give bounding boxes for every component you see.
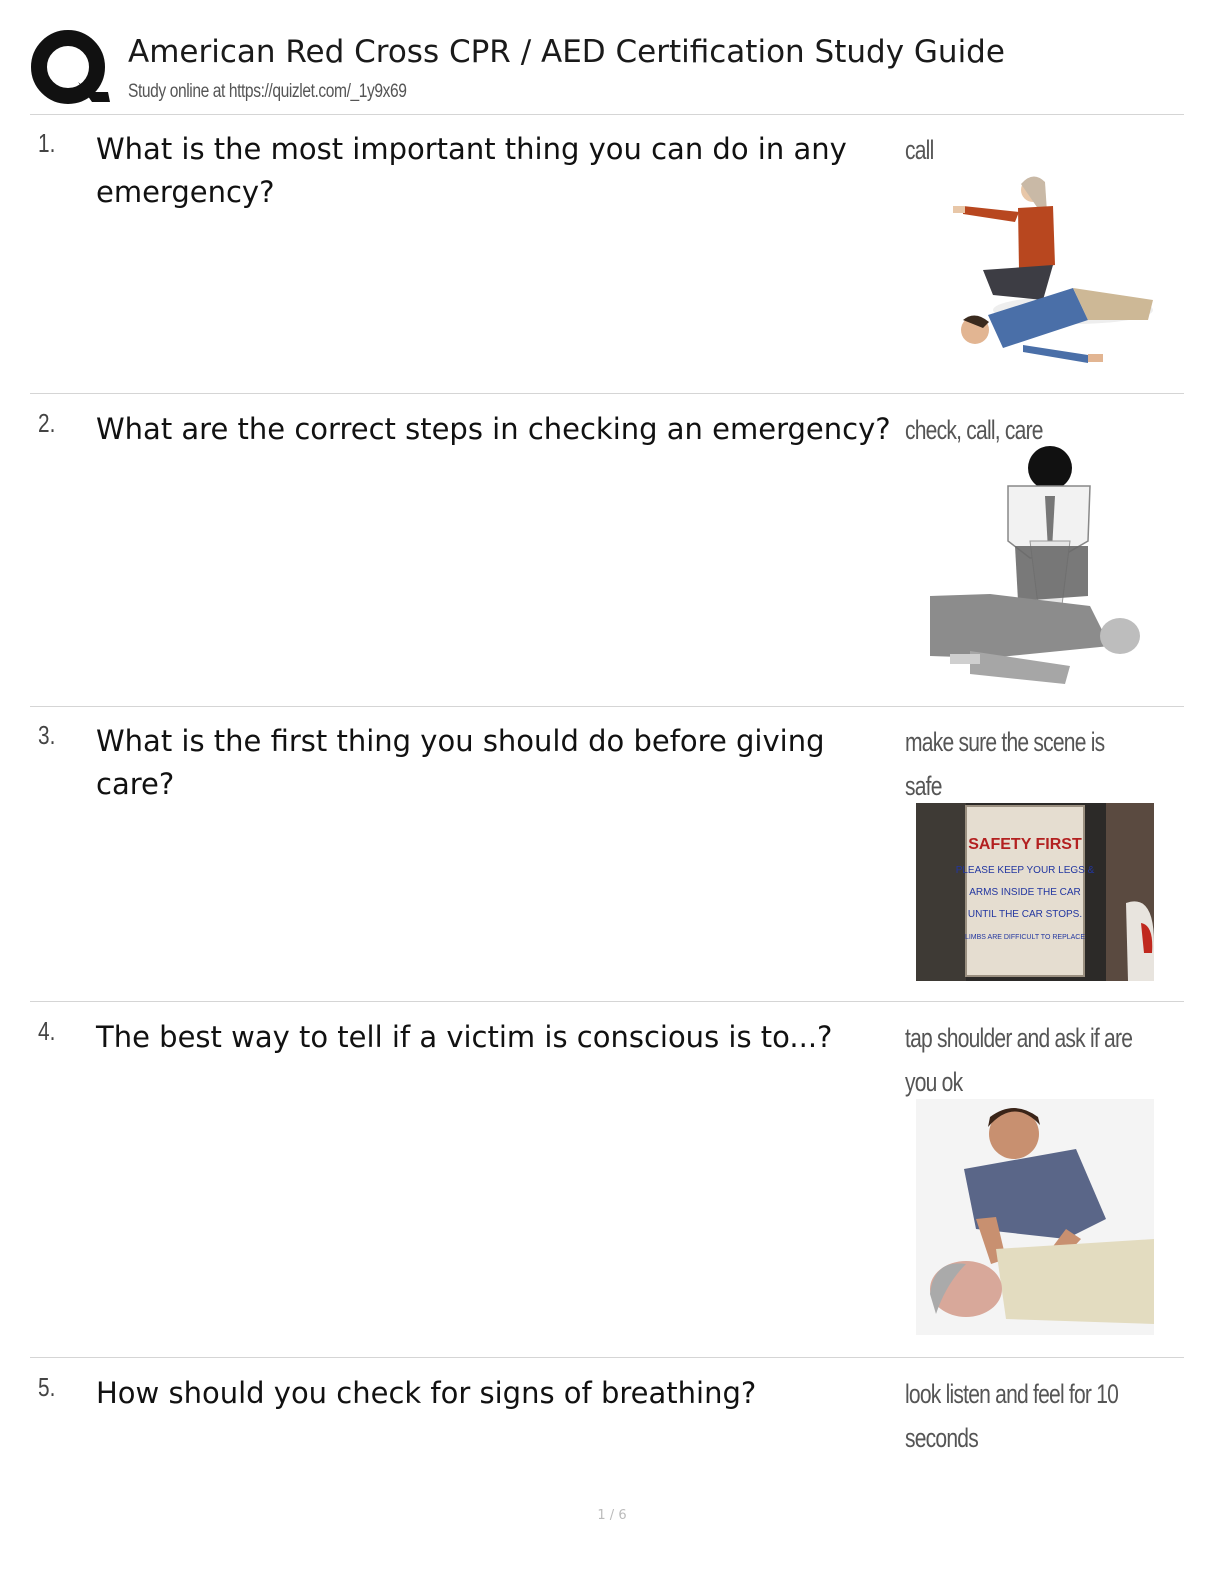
card-definition: call (905, 135, 934, 165)
card-term: The best way to tell if a victim is conscious is to...? (96, 1020, 833, 1054)
document-title: American Red Cross CPR / AED Certification Study Guide (128, 34, 1005, 70)
divider (30, 114, 1184, 115)
sign-line: LIMBS ARE DIFFICULT TO REPLACE (964, 934, 1086, 941)
divider (30, 1357, 1184, 1358)
study-card (30, 1372, 1184, 1482)
card-term: What is the first thing you should do before giving care? (96, 724, 825, 801)
card-number: 5. (38, 1372, 56, 1402)
card-term: How should you check for signs of breathing? (96, 1376, 757, 1410)
study-card (30, 128, 1184, 388)
sign-line: UNTIL THE CAR STOPS. (967, 909, 1083, 920)
study-card (30, 1016, 1184, 1341)
card-definition: tap shoulder and ask if are you ok (905, 1023, 1133, 1097)
sign-line: ARMS INSIDE THE CAR (969, 887, 1081, 898)
cpr-chest-compressions-illustration (930, 446, 1140, 686)
card-definition: check, call, care (905, 415, 1043, 445)
safety-first-sign-photo (916, 803, 1154, 981)
card-number: 4. (38, 1016, 56, 1046)
card-number: 3. (38, 720, 56, 750)
card-definition: make sure the scene is safe (905, 727, 1105, 801)
person-calling-for-help-illustration (923, 170, 1155, 375)
study-link[interactable]: Study online at https://quizlet.com/_1y9x69 (128, 81, 407, 102)
divider (30, 1001, 1184, 1002)
study-card (30, 408, 1184, 698)
card-number: 1. (38, 128, 56, 158)
study-card (30, 720, 1184, 992)
divider (30, 706, 1184, 707)
sign-line: PLEASE KEEP YOUR LEGS & (955, 865, 1095, 876)
divider (30, 393, 1184, 394)
card-term: What are the correct steps in checking an emergency? (96, 412, 891, 446)
page-number: 1 / 6 (597, 1508, 627, 1523)
sign-title: SAFETY FIRST (968, 836, 1082, 853)
card-number: 2. (38, 408, 56, 438)
checking-victim-photo (916, 1099, 1154, 1335)
quizlet-logo-icon (30, 30, 110, 108)
card-term: What is the most important thing you can do in any emergency? (96, 132, 847, 209)
card-definition: look listen and feel for 10 seconds (905, 1379, 1119, 1453)
